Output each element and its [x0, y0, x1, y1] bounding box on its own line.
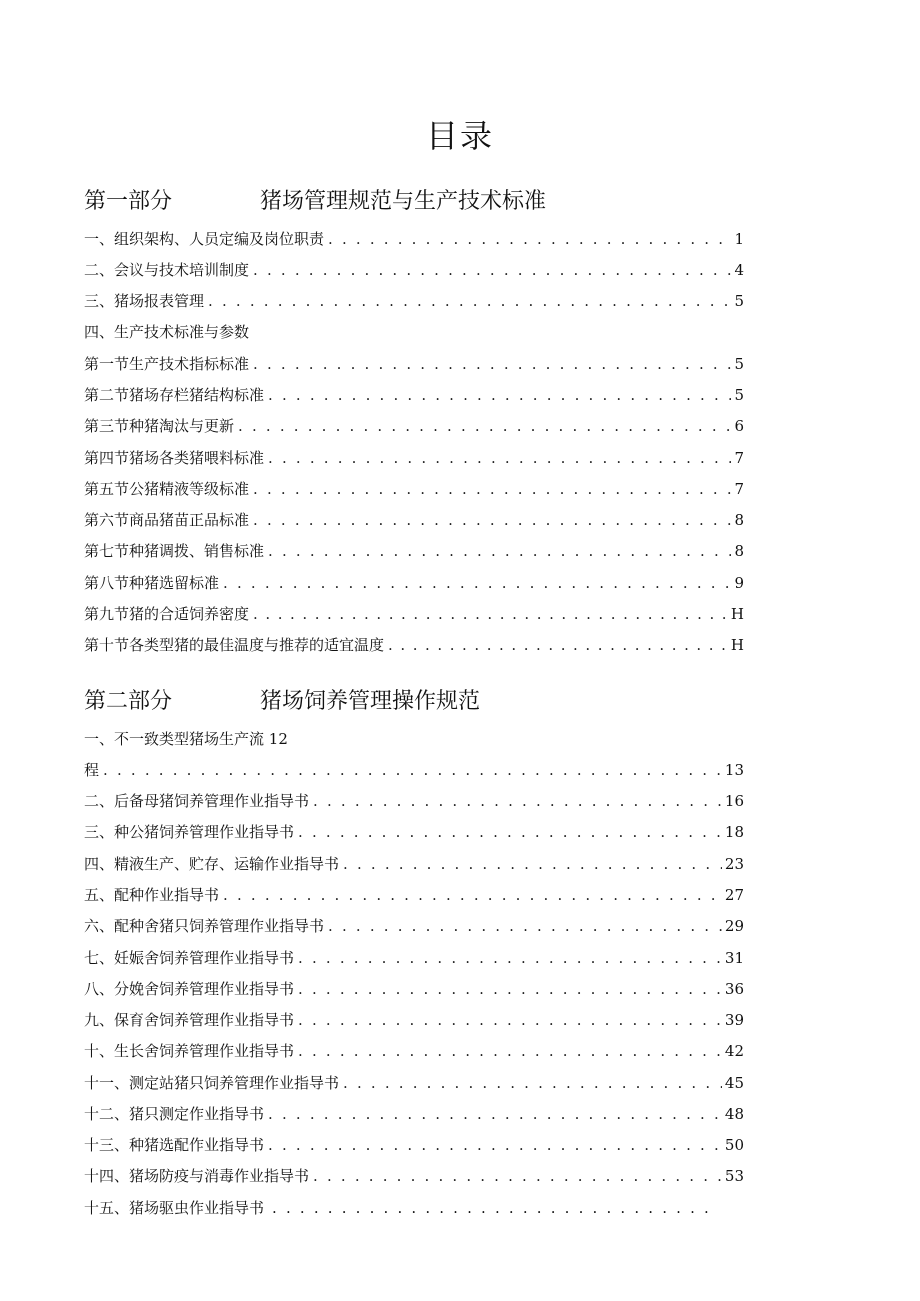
- toc-entry-text: 第五节公猪精液等级标准: [84, 480, 250, 498]
- part2-label: 第二部分: [84, 689, 173, 714]
- toc-entry-wrapped-text: 一、不一致类型猪场生产流 12: [84, 730, 288, 748]
- toc-page-number: 48: [724, 1105, 744, 1123]
- dot-leader: [268, 1102, 722, 1126]
- toc-entry-text: 第一节生产技术指标标准: [84, 355, 250, 373]
- toc-entry[interactable]: [84, 789, 744, 813]
- toc-entry[interactable]: [84, 977, 744, 1001]
- toc-page-number: 7: [734, 480, 744, 498]
- dot-leader: [313, 789, 722, 813]
- toc-entry-text: 六、配种舍猪只饲养管理作业指导书: [84, 917, 325, 935]
- dot-leader: [223, 571, 731, 595]
- toc-entry[interactable]: [84, 477, 744, 501]
- toc-page-number: 50: [724, 1136, 744, 1154]
- dot-leader: [313, 1164, 722, 1188]
- dot-leader: [328, 227, 731, 251]
- dot-leader: [298, 1039, 722, 1063]
- toc-page-number: 31: [724, 949, 744, 967]
- toc-page-number: 5: [734, 292, 744, 310]
- toc-entry[interactable]: [84, 227, 744, 251]
- dot-leader: [253, 477, 731, 501]
- toc-entry-text: 五、配种作业指导书: [84, 886, 220, 904]
- part2-title: 猪场饲养管理操作规范: [260, 689, 481, 714]
- dot-leader: [223, 883, 722, 907]
- toc-page-number: 5: [734, 386, 744, 404]
- part1-heading: [84, 187, 546, 217]
- dot-leader: [253, 352, 731, 376]
- toc-entry[interactable]: [84, 508, 744, 532]
- dot-leader: [268, 1133, 722, 1157]
- dot-leader: [253, 508, 731, 532]
- toc-page-number: 8: [734, 542, 744, 560]
- dot-leader: [268, 446, 731, 470]
- dot-leader: [298, 977, 722, 1001]
- toc-page-number: 9: [734, 574, 744, 592]
- toc-entry[interactable]: [84, 633, 744, 657]
- toc-entry[interactable]: [84, 539, 744, 563]
- dot-leader: [253, 258, 731, 282]
- toc-entry-text: 第四节猪场各类猪喂料标准: [84, 449, 265, 467]
- toc-page-number: 13: [724, 761, 744, 779]
- dot-leader: [272, 1196, 710, 1220]
- toc-entry[interactable]: [84, 1008, 744, 1032]
- toc-page-number: 39: [724, 1011, 744, 1029]
- toc-page-number: 6: [734, 417, 744, 435]
- toc-entry-text: 九、保育舍饲养管理作业指导书: [84, 1011, 295, 1029]
- dot-leader: [328, 914, 722, 938]
- toc-entry[interactable]: [84, 602, 744, 626]
- toc-entry[interactable]: [84, 820, 744, 844]
- toc-entry-text: 第七节种猪调拨、销售标准: [84, 542, 265, 560]
- toc-entry[interactable]: [84, 1039, 744, 1063]
- toc-subheading: 四、生产技术标准与参数: [84, 323, 250, 341]
- toc-page-number: H: [730, 636, 744, 654]
- toc-entry[interactable]: [84, 1102, 744, 1126]
- toc-entry-text: 三、种公猪饲养管理作业指导书: [84, 823, 295, 841]
- toc-page-number: 53: [724, 1167, 744, 1185]
- toc-entry-text: 程: [84, 761, 100, 779]
- toc-entry-text: 第九节猪的合适饲养密度: [84, 605, 250, 623]
- toc-entry-text: 十四、猪场防疫与消毒作业指导书: [84, 1167, 310, 1185]
- toc-entry-text: 十、生长舍饲养管理作业指导书: [84, 1042, 295, 1060]
- dot-leader: [268, 539, 731, 563]
- toc-entry[interactable]: [84, 1133, 744, 1157]
- dot-leader: [388, 633, 728, 657]
- toc-entry-text: 二、后备母猪饲养管理作业指导书: [84, 792, 310, 810]
- toc-page-number: 42: [724, 1042, 744, 1060]
- toc-entry-text: 第十节各类型猪的最佳温度与推荐的适宜温度: [84, 636, 385, 654]
- toc-entry-text: 十二、猪只测定作业指导书: [84, 1105, 265, 1123]
- dot-leader: [298, 1008, 722, 1032]
- toc-entry-text: 第二节猪场存栏猪结构标准: [84, 386, 265, 404]
- toc-entry-text: 一、组织架构、人员定编及岗位职责: [84, 230, 325, 248]
- toc-page-number: 7: [734, 449, 744, 467]
- toc-page-number: 45: [724, 1074, 744, 1092]
- part2-heading: [84, 687, 480, 717]
- toc-entry[interactable]: [84, 414, 744, 438]
- toc-entry-text: 八、分娩舍饲养管理作业指导书: [84, 980, 295, 998]
- toc-entry-text: 第六节商品猪苗正品标准: [84, 511, 250, 529]
- toc-page-number: 29: [724, 917, 744, 935]
- toc-entry[interactable]: [84, 914, 744, 938]
- toc-entry-text: 二、会议与技术培训制度: [84, 261, 250, 279]
- toc-page-number: 18: [724, 823, 744, 841]
- toc-entry[interactable]: [84, 1164, 744, 1188]
- toc-entry[interactable]: [84, 571, 744, 595]
- dot-leader: [298, 946, 722, 970]
- toc-page-number: 8: [734, 511, 744, 529]
- dot-leader: [253, 602, 728, 626]
- toc-entry[interactable]: [84, 383, 744, 407]
- dot-leader: [343, 1071, 722, 1095]
- toc-entry[interactable]: [84, 352, 744, 376]
- dot-leader: [343, 852, 722, 876]
- toc-page-number: 1: [734, 230, 744, 248]
- toc-page-number: 27: [724, 886, 744, 904]
- toc-entry-text: 三、猪场报表管理: [84, 292, 205, 310]
- toc-entry-text: 十一、测定站猪只饲养管理作业指导书: [84, 1074, 340, 1092]
- toc-page-number: H: [730, 605, 744, 623]
- part1-label: 第一部分: [84, 189, 173, 214]
- toc-entry-text: 四、精液生产、贮存、运输作业指导书: [84, 855, 340, 873]
- toc-entry[interactable]: [84, 852, 744, 876]
- toc-entry[interactable]: [84, 946, 744, 970]
- toc-page-number: 5: [734, 355, 744, 373]
- toc-entry-text: 七、妊娠舍饲养管理作业指导书: [84, 949, 295, 967]
- toc-entry-text: 第八节种猪选留标准: [84, 574, 220, 592]
- toc-page-number: 23: [724, 855, 744, 873]
- toc-entry[interactable]: [84, 289, 744, 313]
- toc-page-number: 4: [734, 261, 744, 279]
- toc-entry[interactable]: [84, 1196, 710, 1220]
- dot-leader: [238, 414, 731, 438]
- toc-entry[interactable]: [84, 1071, 744, 1095]
- toc-page-number: 16: [724, 792, 744, 810]
- dot-leader: [298, 820, 722, 844]
- part1-title: 猪场管理规范与生产技术标准: [260, 189, 547, 214]
- toc-entry-text: 第三节种猪淘汰与更新: [84, 417, 235, 435]
- toc-entry[interactable]: [84, 258, 744, 282]
- toc-entry-text: 十五、猪场驱虫作业指导书: [84, 1199, 265, 1217]
- toc-page-number: 36: [724, 980, 744, 998]
- page-title: 目录: [425, 117, 494, 155]
- dot-leader: [103, 758, 722, 782]
- dot-leader: [268, 383, 731, 407]
- dot-leader: [208, 289, 731, 313]
- toc-entry-text: 十三、种猪选配作业指导书: [84, 1136, 265, 1154]
- toc-entry[interactable]: [84, 883, 744, 907]
- toc-entry[interactable]: [84, 446, 744, 470]
- toc-entry[interactable]: [84, 758, 744, 782]
